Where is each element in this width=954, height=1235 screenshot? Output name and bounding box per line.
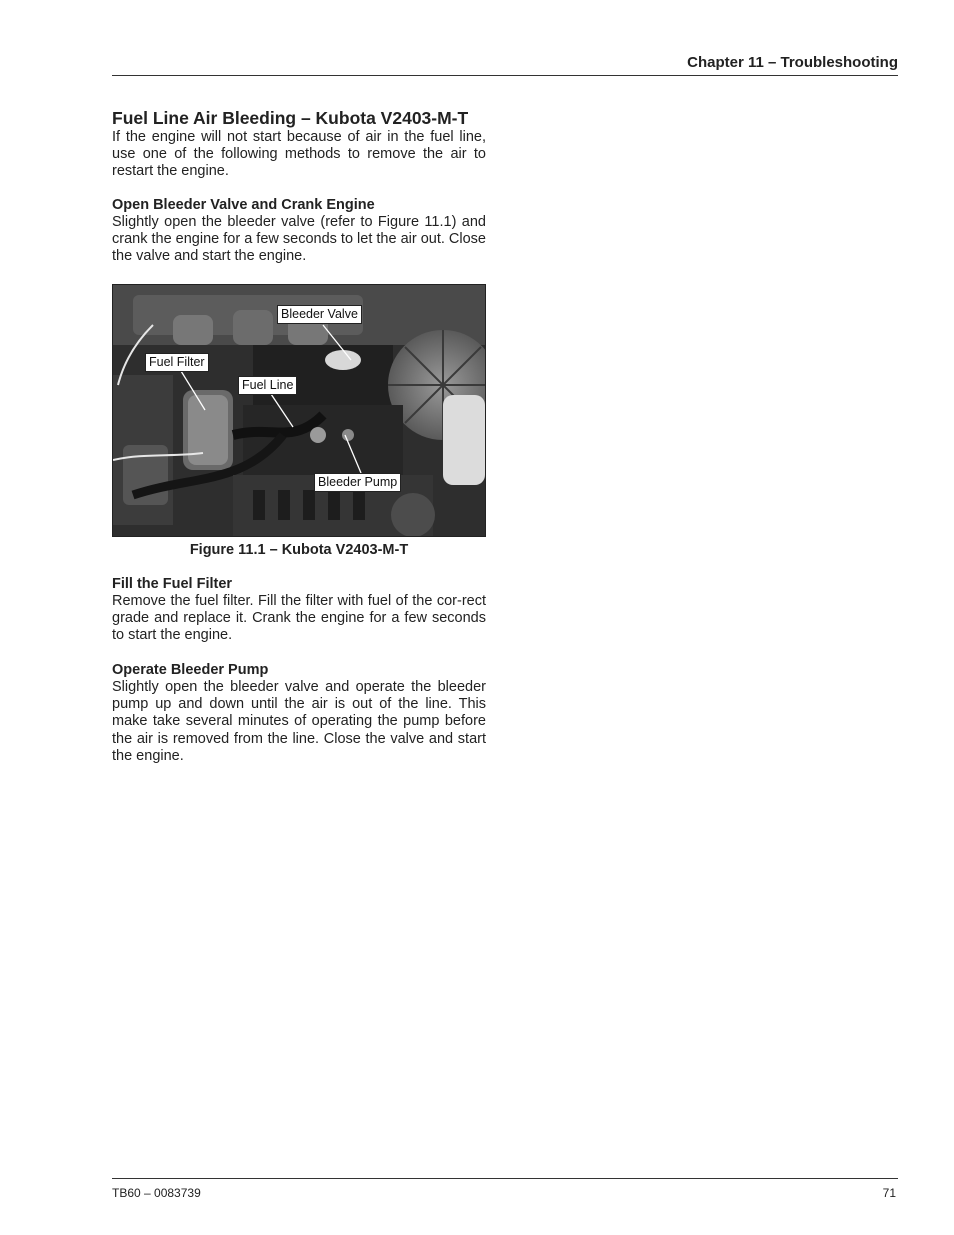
method2-heading: Fill the Fuel Filter — [112, 576, 233, 592]
footer-page-number: 71 — [882, 1186, 896, 1200]
footer-rule — [112, 1178, 898, 1179]
callout-fuel-line: Fuel Line — [238, 376, 297, 395]
callout-bleeder-valve: Bleeder Valve — [277, 305, 362, 324]
section-title: Fuel Line Air Bleeding – Kubota V2403-M-T — [112, 108, 469, 128]
callout-fuel-filter: Fuel Filter — [145, 353, 209, 372]
footer-doc-id: TB60 – 0083739 — [112, 1186, 201, 1200]
method3-body: Slightly open the bleeder valve and operate the bleeder pump up and down until the air is out of the line. This make take several minutes of operating the pump before the air is removed from the line. Close the valve and start the engine. — [112, 679, 486, 764]
header-rule — [112, 75, 898, 76]
engine-figure — [112, 284, 486, 537]
callout-bleeder-pump: Bleeder Pump — [314, 473, 401, 492]
method3-heading: Operate Bleeder Pump — [112, 662, 269, 678]
method2-body: Remove the fuel filter. Fill the filter with fuel of the cor-rect grade and replace it. Crank the engine for a few seconds to start the engine. — [112, 593, 486, 644]
intro-block — [112, 129, 486, 181]
figure-caption: Figure 11.1 – Kubota V2403-M-T — [189, 542, 409, 558]
method1-block — [112, 197, 486, 266]
method3-block — [112, 662, 486, 765]
chapter-header: Chapter 11 – Troubleshooting — [687, 54, 898, 71]
method2-block — [112, 576, 486, 645]
intro-paragraph: If the engine will not start because of air in the fuel line, use one of the following methods to remove the air to restart the engine. — [112, 129, 486, 180]
method1-body: Slightly open the bleeder valve (refer to Figure 11.1) and crank the engine for a few seconds to let the air out. Close the valve and start the engine. — [112, 214, 486, 265]
method1-heading: Open Bleeder Valve and Crank Engine — [112, 197, 375, 213]
